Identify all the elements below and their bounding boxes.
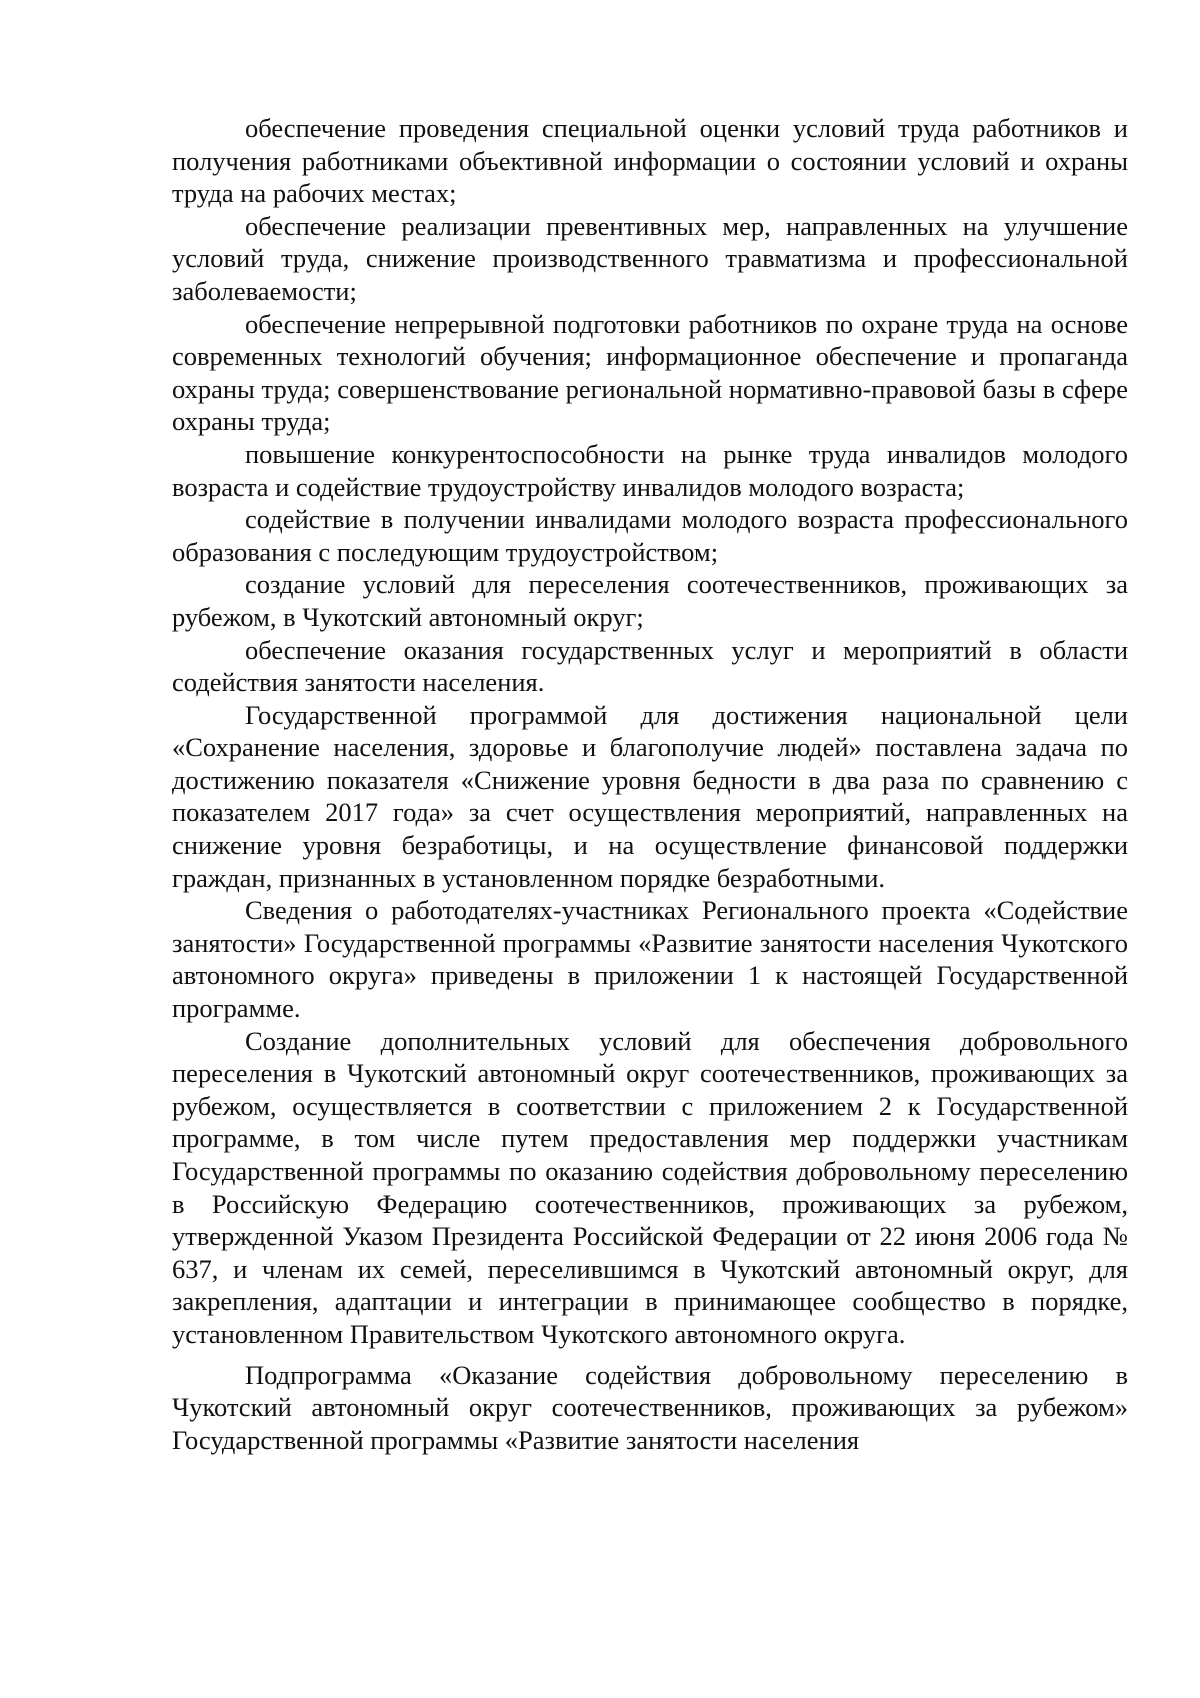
paragraph-young-disabled-competitiveness: повышение конкурентоспособности на рынке труда инвалидов молодого возраста и содействие трудоустройству инвалидов молодого возраста;	[172, 438, 1128, 502]
paragraph-continuous-training: обеспечение непрерывной подготовки работников по охране труда на основе современных технологий обучения; информационное обеспечение и пропаганда охраны труда; совершенствование региональной нормативно-правовой базы в сфере охраны труда;	[172, 308, 1128, 437]
paragraph-employer-participants: Сведения о работодателях-участниках Регионального проекта «Содействие занятости» Государственной программы «Развитие занятости населения Чукотского автономного округа» приведены в приложении 1 к настоящей Государственной программе.	[172, 895, 1128, 1024]
paragraph-subprogram: Подпрограмма «Оказание содействия добровольному переселению в Чукотский автономный округ соотечественников, проживающих за рубежом» Государственной программы «Развитие занятости населения	[172, 1359, 1128, 1455]
paragraph-state-services: обеспечение оказания государственных услуг и мероприятий в области содействия занятости населения.	[172, 634, 1128, 698]
document-body	[172, 112, 1128, 1456]
paragraph-resettlement-conditions: создание условий для переселения соотечественников, проживающих за рубежом, в Чукотский автономный округ;	[172, 569, 1128, 632]
paragraph-voluntary-resettlement: Создание дополнительных условий для обеспечения добровольного переселения в Чукотский автономный округ соотечественников, проживающих за рубежом, осуществляется в соответствии с приложением 2 к Государственной программе, в том числе путем предоставления мер поддержки участникам Государственной программы по оказанию содействия добровольному переселению в Российскую Федерацию соотечественников, проживающих за рубежом, утвержденной Указом Президента Российской Федерации от 22 июня 2006 года № 637, и членам их семей, переселившимся в Чукотский автономный округ, для закрепления, адаптации и интеграции в принимающее сообщество в порядке, установленном Правительством Чукотского автономного округа.	[172, 1025, 1128, 1349]
paragraph-young-disabled-education: содействие в получении инвалидами молодого возраста профессионального образования с последующим трудоустройством;	[172, 504, 1128, 567]
paragraph-national-goal: Государственной программой для достижения национальной цели «Сохранение населения, здоровье и благополучие людей» поставлена задача по достижению показателя «Снижение уровня бедности в два раза по сравнению с показателем 2017 года» за счет осуществления мероприятий, направленных на снижение уровня безработицы, и на осуществление финансовой поддержки граждан, признанных в установленном порядке безработными.	[172, 699, 1128, 893]
paragraph-special-assessment: обеспечение проведения специальной оценки условий труда работников и получения работниками объективной информации о состоянии условий и охраны труда на рабочих местах;	[172, 113, 1128, 209]
paragraph-preventive-measures: обеспечение реализации превентивных мер, направленных на улучшение условий труда, снижение производственного травматизма и профессиональной заболеваемости;	[172, 210, 1128, 306]
